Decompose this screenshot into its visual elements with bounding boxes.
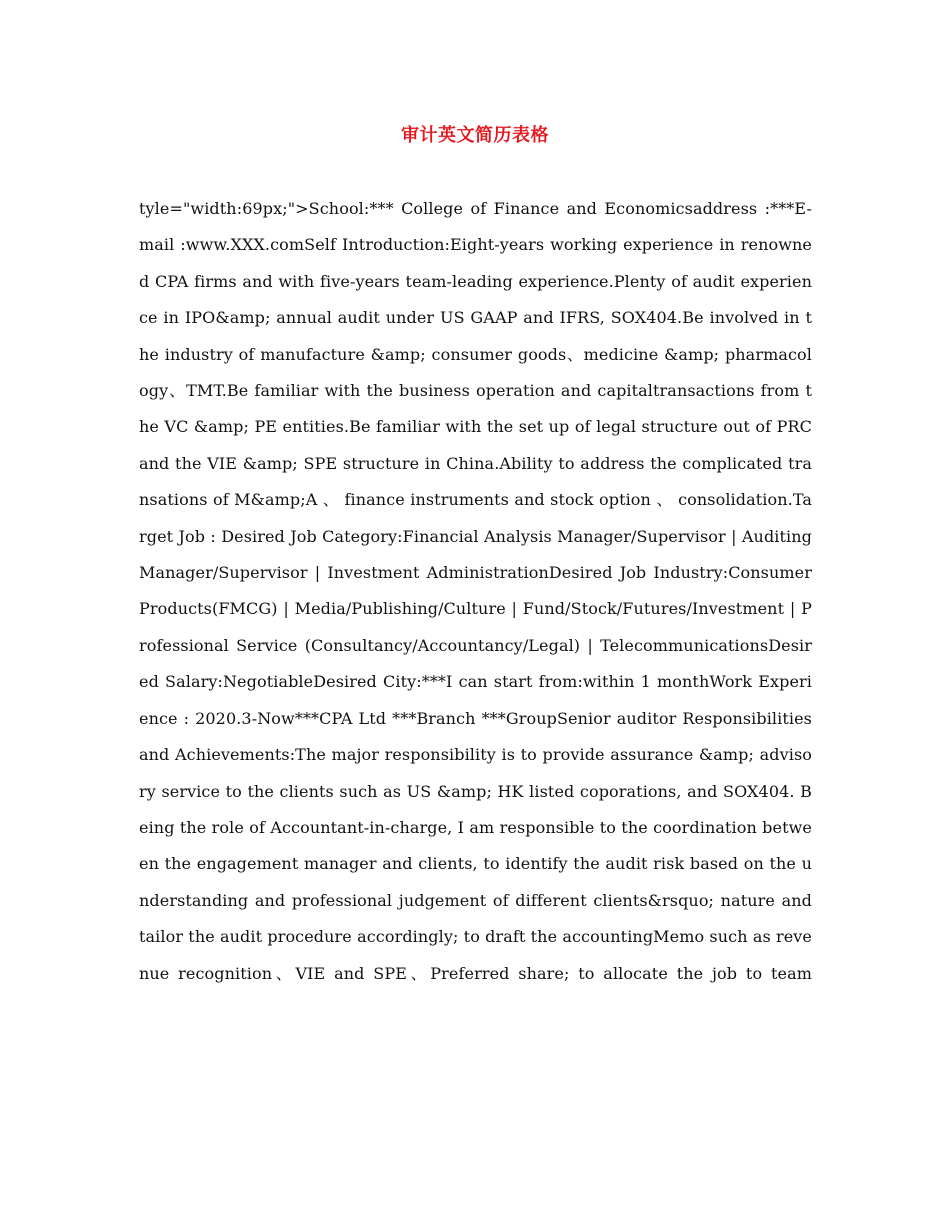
page-title: 审计英文简历表格 [401,125,549,146]
resume-body-text: tyle="width:69px;">School:*** College of Finance and Economicsaddress :***E-mail :www.XXX.comSelf Introduction:Eight-years working experience in renowned CPA firms and with five-years team-leading experience.Plenty of audit experience in IPO&amp; annual audit under US GAAP and IFRS, SOX404.Be involved in the industry of manufacture &amp; consumer goods、medicine &amp; pharmacology、TMT.Be familiar with the business operation and capitaltransactions from the VC &amp; PE entities.Be familiar with the set up of legal structure out of PRC and the VIE &amp; SPE structure in China.Ability to address the complicated transations of M&amp;A 、 finance instruments and stock option 、 consolidation.Target Job : Desired Job Category:Financial Analysis Manager/Supervisor | Auditing Manager/Supervisor | Investment AdministrationDesired Job Industry:Consumer Products(FMCG) | Media/Publishing/Culture | Fund/Stock/Futures/Investment | Professional Service (Consultancy/Accountancy/Legal) | TelecommunicationsDesired Salary:NegotiableDesired City:***I can start from:within 1 monthWork Experience : 2020.3-Now***CPA Ltd ***Branch ***GroupSenior auditor Responsibilities and Achievements:The major responsibility is to provide assurance &amp; advisory service to the clients such as US &amp; HK listed coporations, and SOX404. Being the role of Accountant-in-charge, I am responsible to the coordination between the engagement manager and clients, to identify the audit risk based on the understanding and professional judgement of different clients&rsquo; nature and tailor the audit procedure accordingly; to draft the accountingMemo such as revenue recognition、VIE and SPE、Preferred share; to allocate the job to team [139,199,812,983]
